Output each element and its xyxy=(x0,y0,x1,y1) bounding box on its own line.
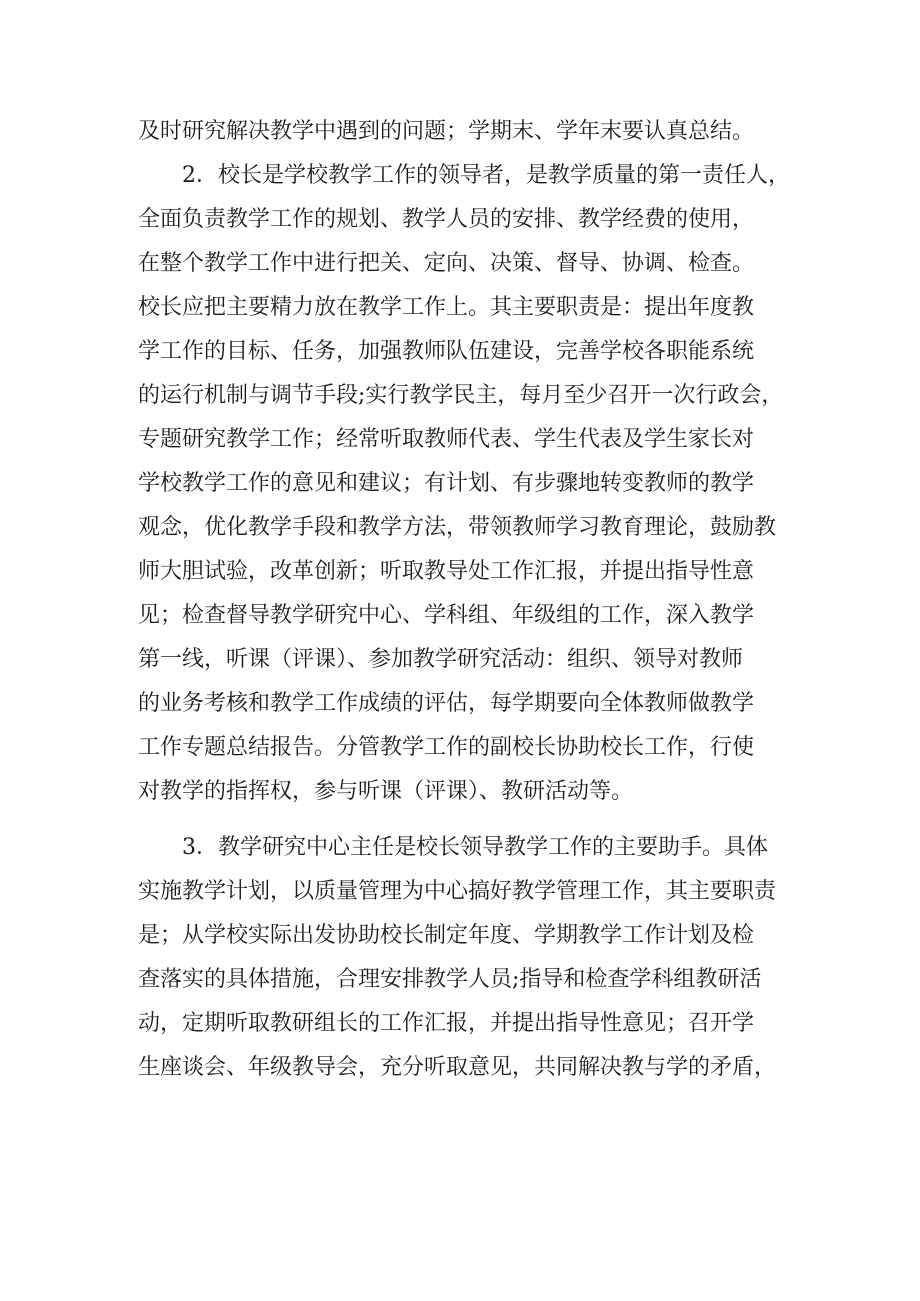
paragraph-2 xyxy=(138,154,818,814)
text-line: 第一线，听课（评课）、参加教学研究活动：组织、领导对教师 xyxy=(138,647,744,672)
text-line: 专题研究教学工作；经常听取教师代表、学生代表及学生家长对 xyxy=(138,427,755,452)
text-line: 是；从学校实际出发协助校长制定年度、学期教学工作计划及检 xyxy=(138,923,755,948)
document-body xyxy=(138,110,818,1090)
text-line: 查落实的具体措施，合理安排教学人员;指导和检查学科组教研活 xyxy=(138,967,762,992)
text-line: 的业务考核和教学工作成绩的评估，每学期要向全体教师做教学 xyxy=(138,691,755,716)
text-line: 学校教学工作的意见和建议；有计划、有步骤地转变教师的教学 xyxy=(138,471,755,496)
text-line: 实施教学计划，以质量管理为中心搞好教学管理工作，其主要职责 xyxy=(138,879,777,904)
text-line: 工作专题总结报告。分管教学工作的副校长协助校长工作，行使 xyxy=(138,735,755,760)
text-line: 的运行机制与调节手段;实行教学民主，每月至少召开一次行政会， xyxy=(138,383,784,408)
text-line: 见；检查督导教学研究中心、学科组、年级组的工作，深入教学 xyxy=(138,603,755,628)
text-line: 3．教学研究中心主任是校长领导教学工作的主要助手。具体 xyxy=(138,835,768,860)
text-line: 2．校长是学校教学工作的领导者，是教学质量的第一责任人， xyxy=(138,163,790,188)
text-line: 校长应把主要精力放在教学工作上。其主要职责是：提出年度教 xyxy=(138,295,755,320)
paragraph-spacing xyxy=(138,814,818,826)
text-line: 观念，优化教学手段和教学方法，带领教师学习教育理论，鼓励教 xyxy=(138,515,777,540)
text-line: 及时研究解决教学中遇到的问题；学期末、学年末要认真总结。 xyxy=(138,119,755,144)
paragraph-3 xyxy=(138,826,818,1090)
paragraph-1 xyxy=(138,110,818,154)
text-line: 生座谈会、年级教导会，充分听取意见，共同解决教与学的矛盾， xyxy=(138,1055,777,1080)
text-line: 动，定期听取教研组长的工作汇报，并提出指导性意见；召开学 xyxy=(138,1011,755,1036)
text-line: 师大胆试验，改革创新；听取教导处工作汇报，并提出指导性意 xyxy=(138,559,755,584)
text-line: 对教学的指挥权，参与听课（评课）、教研活动等。 xyxy=(138,779,634,804)
text-line: 全面负责教学工作的规划、教学人员的安排、教学经费的使用， xyxy=(138,207,755,232)
text-line: 在整个教学工作中进行把关、定向、决策、督导、协调、检查。 xyxy=(138,251,755,276)
text-line: 学工作的目标、任务，加强教师队伍建设，完善学校各职能系统 xyxy=(138,339,755,364)
